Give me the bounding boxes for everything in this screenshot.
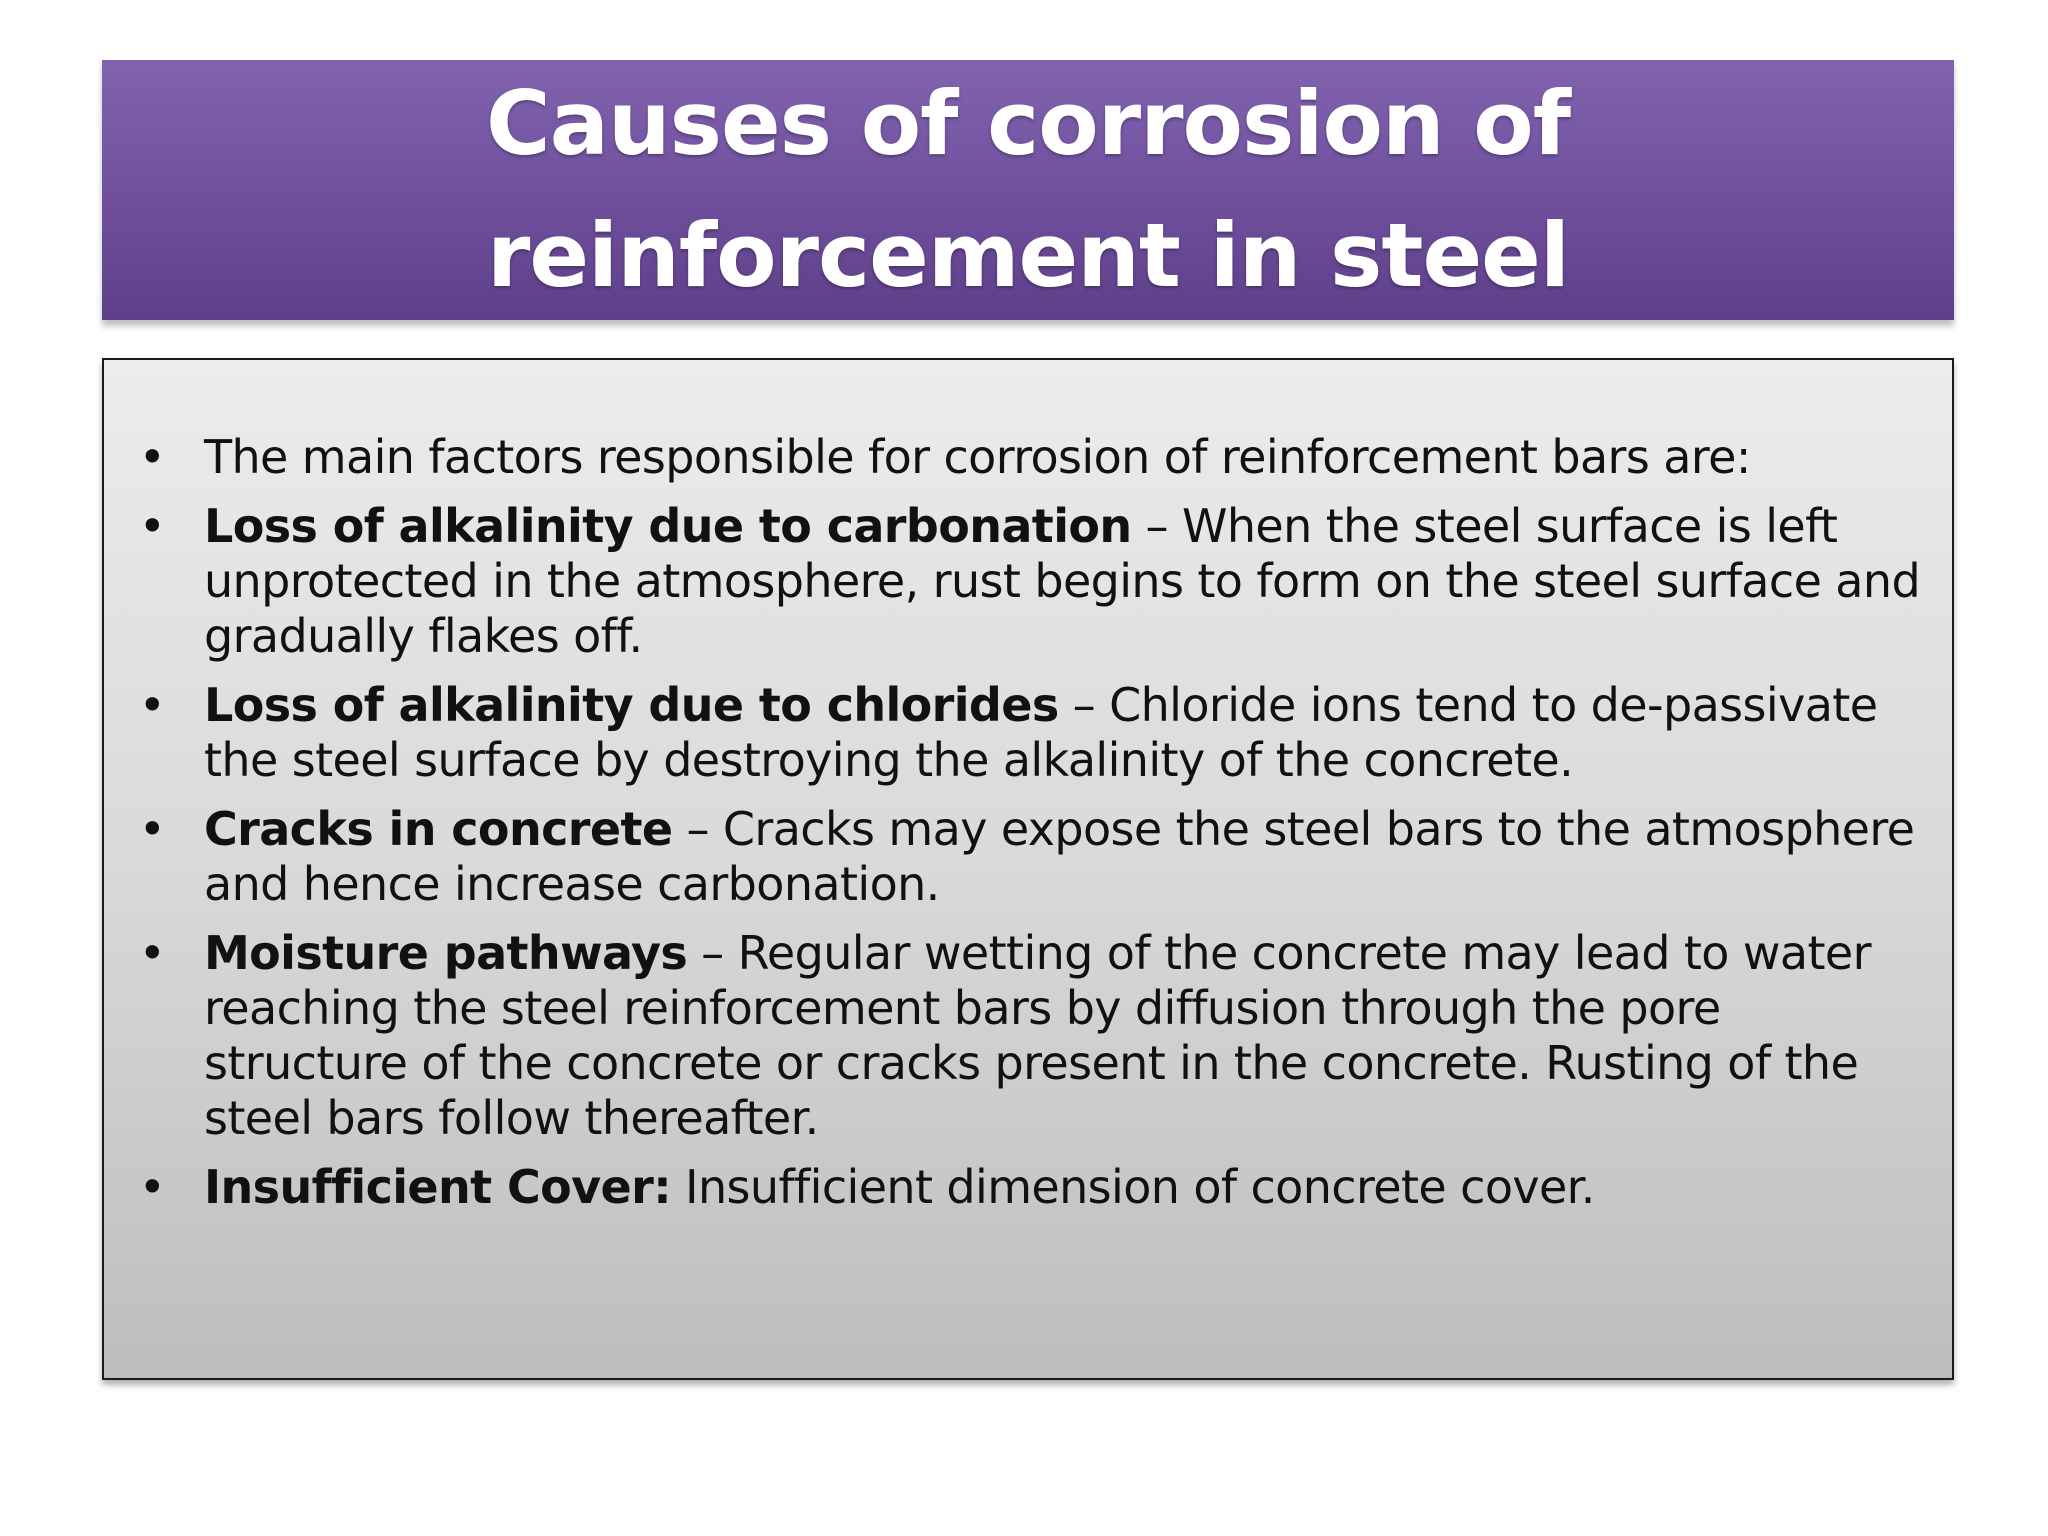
bullet-icon: • bbox=[138, 678, 166, 732]
bullet-icon: • bbox=[138, 802, 166, 856]
bullet-item-chlorides bbox=[132, 678, 1922, 788]
title-banner bbox=[102, 60, 1954, 320]
bullet-text: Insufficient dimension of concrete cover. bbox=[671, 1160, 1595, 1214]
bullet-item-cracks bbox=[132, 802, 1922, 912]
bullet-item-carbonation bbox=[132, 499, 1922, 664]
bullet-icon: • bbox=[138, 430, 166, 484]
bullet-item-intro bbox=[132, 430, 1922, 485]
bullet-text: – When the steel surface is left unprotected in the atmosphere, rust begins to form on the steel surface and gradually flakes off. bbox=[204, 499, 1921, 663]
bullet-heading: Insufficient Cover: bbox=[204, 1160, 671, 1214]
bullet-icon: • bbox=[138, 926, 166, 980]
bullet-text: The main factors responsible for corrosion of reinforcement bars are: bbox=[204, 430, 1751, 484]
bullet-heading: Moisture pathways bbox=[204, 926, 688, 980]
bullet-list bbox=[132, 430, 1922, 1215]
bullet-icon: • bbox=[138, 499, 166, 553]
bullet-item-moisture bbox=[132, 926, 1922, 1146]
bullet-icon: • bbox=[138, 1160, 166, 1214]
bullet-text: – Chloride ions tend to de-passivate the steel surface by destroying the alkalinity of the concrete. bbox=[204, 678, 1878, 787]
bullet-heading: Loss of alkalinity due to carbonation bbox=[204, 499, 1132, 553]
slide-title: Causes of corrosion of reinforcement in steel bbox=[486, 72, 1570, 307]
bullet-heading: Loss of alkalinity due to chlorides bbox=[204, 678, 1059, 732]
bullet-heading: Cracks in concrete bbox=[204, 802, 673, 856]
bullet-text: – Cracks may expose the steel bars to the atmosphere and hence increase carbonation. bbox=[204, 802, 1915, 911]
bullet-item-cover bbox=[132, 1160, 1922, 1215]
bullet-text: – Regular wetting of the concrete may lead to water reaching the steel reinforcement bars by diffusion through the pore structure of the concrete or cracks present in the concrete. Rusting of the steel bars follow thereafter. bbox=[204, 926, 1871, 1145]
content-box bbox=[102, 358, 1954, 1380]
